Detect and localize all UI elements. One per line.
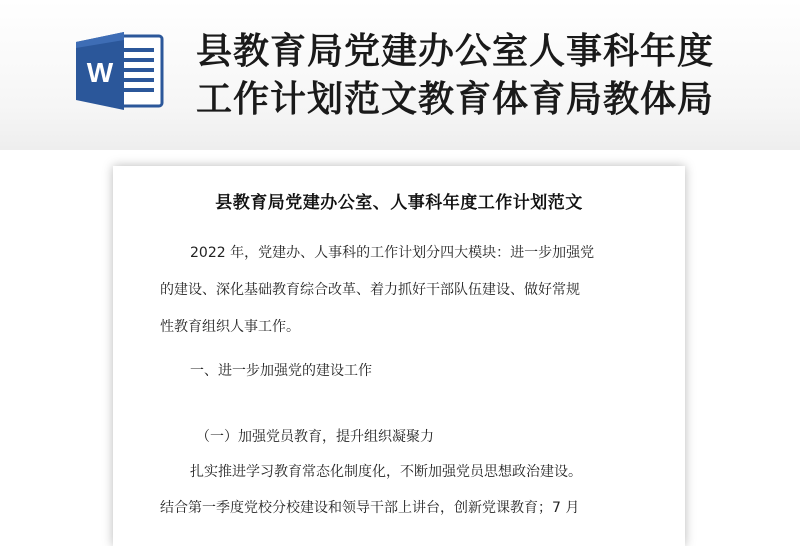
banner-title-line-2: 工作计划范文教育体育局教体局	[196, 79, 715, 120]
header-banner	[0, 0, 800, 150]
document-page	[113, 166, 685, 546]
document-title: 县教育局党建办公室、人事科年度工作计划范文	[215, 193, 583, 213]
body-line-2: 结合第一季度党校分校建设和领导干部上讲台，创新党课教育；7 月	[160, 500, 580, 516]
intro-line-3: 性教育组织人事工作。	[160, 319, 300, 335]
word-logo-letter: W	[86, 57, 114, 88]
subsection-1-heading: （一）加强党员教育，提升组织凝聚力	[196, 429, 434, 445]
banner-title-line-1: 县教育局党建办公室人事科年度	[196, 31, 715, 72]
banner-title	[196, 28, 786, 124]
intro-line-2: 的建设、深化基础教育综合改革、着力抓好干部队伍建设、做好常规	[160, 282, 580, 298]
body-line-1: 扎实推进学习教育常态化制度化，不断加强党员思想政治建设。	[190, 464, 582, 480]
intro-line-1: 2022 年，党建办、人事科的工作计划分四大模块：进一步加强党	[190, 245, 595, 261]
section-1-heading: 一、进一步加强党的建设工作	[190, 363, 372, 379]
word-icon	[74, 30, 166, 112]
